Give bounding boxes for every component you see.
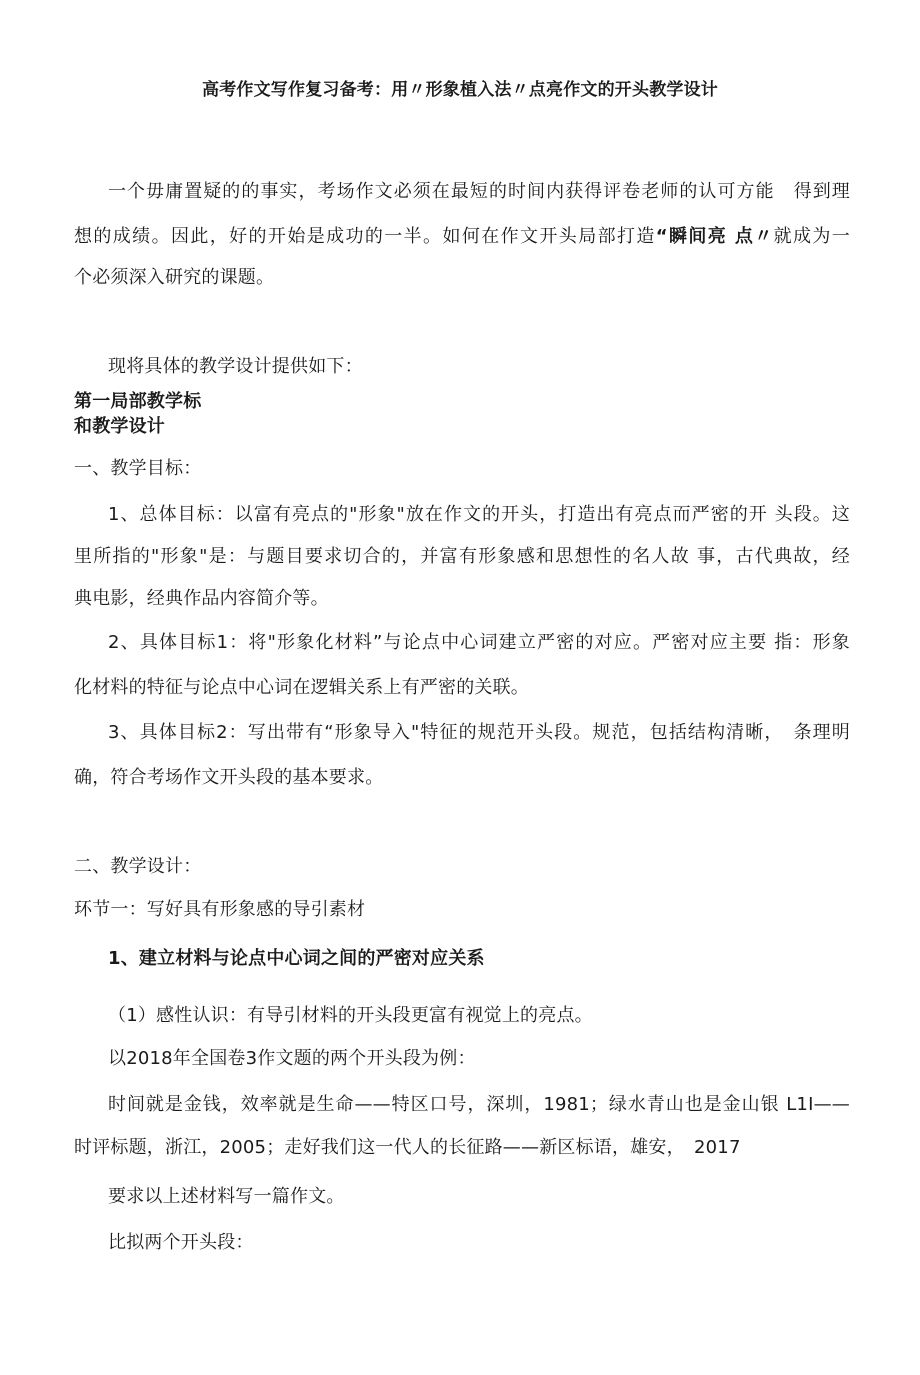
goal3-line-1: 3、具体目标2：写出带有“形象导入"特征的规范开头段。规范，包括结构清晰， 条理明 xyxy=(108,722,850,743)
document-title: 高考作文写作复习备考：用〃形象植入法〃点亮作文的开头教学设计 xyxy=(202,80,718,100)
intro-highlight: “瞬间亮 点〃 xyxy=(655,226,774,247)
intro-line-2 xyxy=(74,225,850,249)
lead-paragraph: 现将具体的教学设计提供如下： xyxy=(108,356,363,377)
intro-line-1: 一个毋庸置疑的的事实，考场作文必须在最短的时间内获得评卷老师的认可方能 得到理 xyxy=(108,181,850,202)
goal1-line-3: 典电影，经典作品内容简介等。 xyxy=(74,588,329,609)
part1-heading-line-1: 第一局部教学标 xyxy=(74,391,202,412)
perception-paragraph: （1）感性认识：有导引材料的开头段更富有视觉上的亮点。 xyxy=(108,1005,593,1026)
example-intro: 以2018年全国卷3作文题的两个开头段为例： xyxy=(108,1048,476,1069)
goal1-line-2: 里所指的"形象"是：与题目要求切合的，并富有形象感和思想性的名人故 事，古代典故，经 xyxy=(74,546,850,567)
intro-line-3: 个必须深入研究的课题。 xyxy=(74,267,275,288)
goals-heading: 一、教学目标： xyxy=(74,458,202,479)
example-line-2: 时评标题，浙江，2005；走好我们这一代人的长征路——新区标语，雄安， 2017 xyxy=(74,1137,741,1158)
design-heading: 二、教学设计： xyxy=(74,856,202,877)
goal3-line-2: 确，符合考场作文开头段的基本要求。 xyxy=(74,767,384,788)
goal2-line-2: 化材料的特征与论点中心词在逻辑关系上有严密的关联。 xyxy=(74,677,529,698)
step1-heading: 环节一：写好具有形象感的导引素材 xyxy=(74,899,366,920)
intro-line-2-end: 就成为一 xyxy=(773,226,850,247)
example-line-1: 时间就是金钱，效率就是生命——特区口号，深圳，1981；绿水青山也是金山银 L1I—— xyxy=(108,1094,850,1115)
intro-line-2-text: 想的成绩。因此，好的开始是成功的一半。如何在作文开头局部打造 xyxy=(74,226,656,247)
goal2-line-1: 2、具体目标1：将"形象化材料”与论点中心词建立严密的对应。严密对应主要 指：形象 xyxy=(108,632,850,653)
requirement-paragraph: 要求以上述材料写一篇作文。 xyxy=(108,1186,345,1207)
part1-heading-line-2: 和教学设计 xyxy=(74,416,165,437)
goal1-line-1: 1、总体目标：以富有亮点的"形象"放在作文的开头，打造出有亮点而严密的开 头段。这 xyxy=(108,504,850,525)
sub1-heading: 1、建立材料与论点中心词之间的严密对应关系 xyxy=(108,948,485,969)
compare-paragraph: 比拟两个开头段： xyxy=(108,1232,254,1253)
